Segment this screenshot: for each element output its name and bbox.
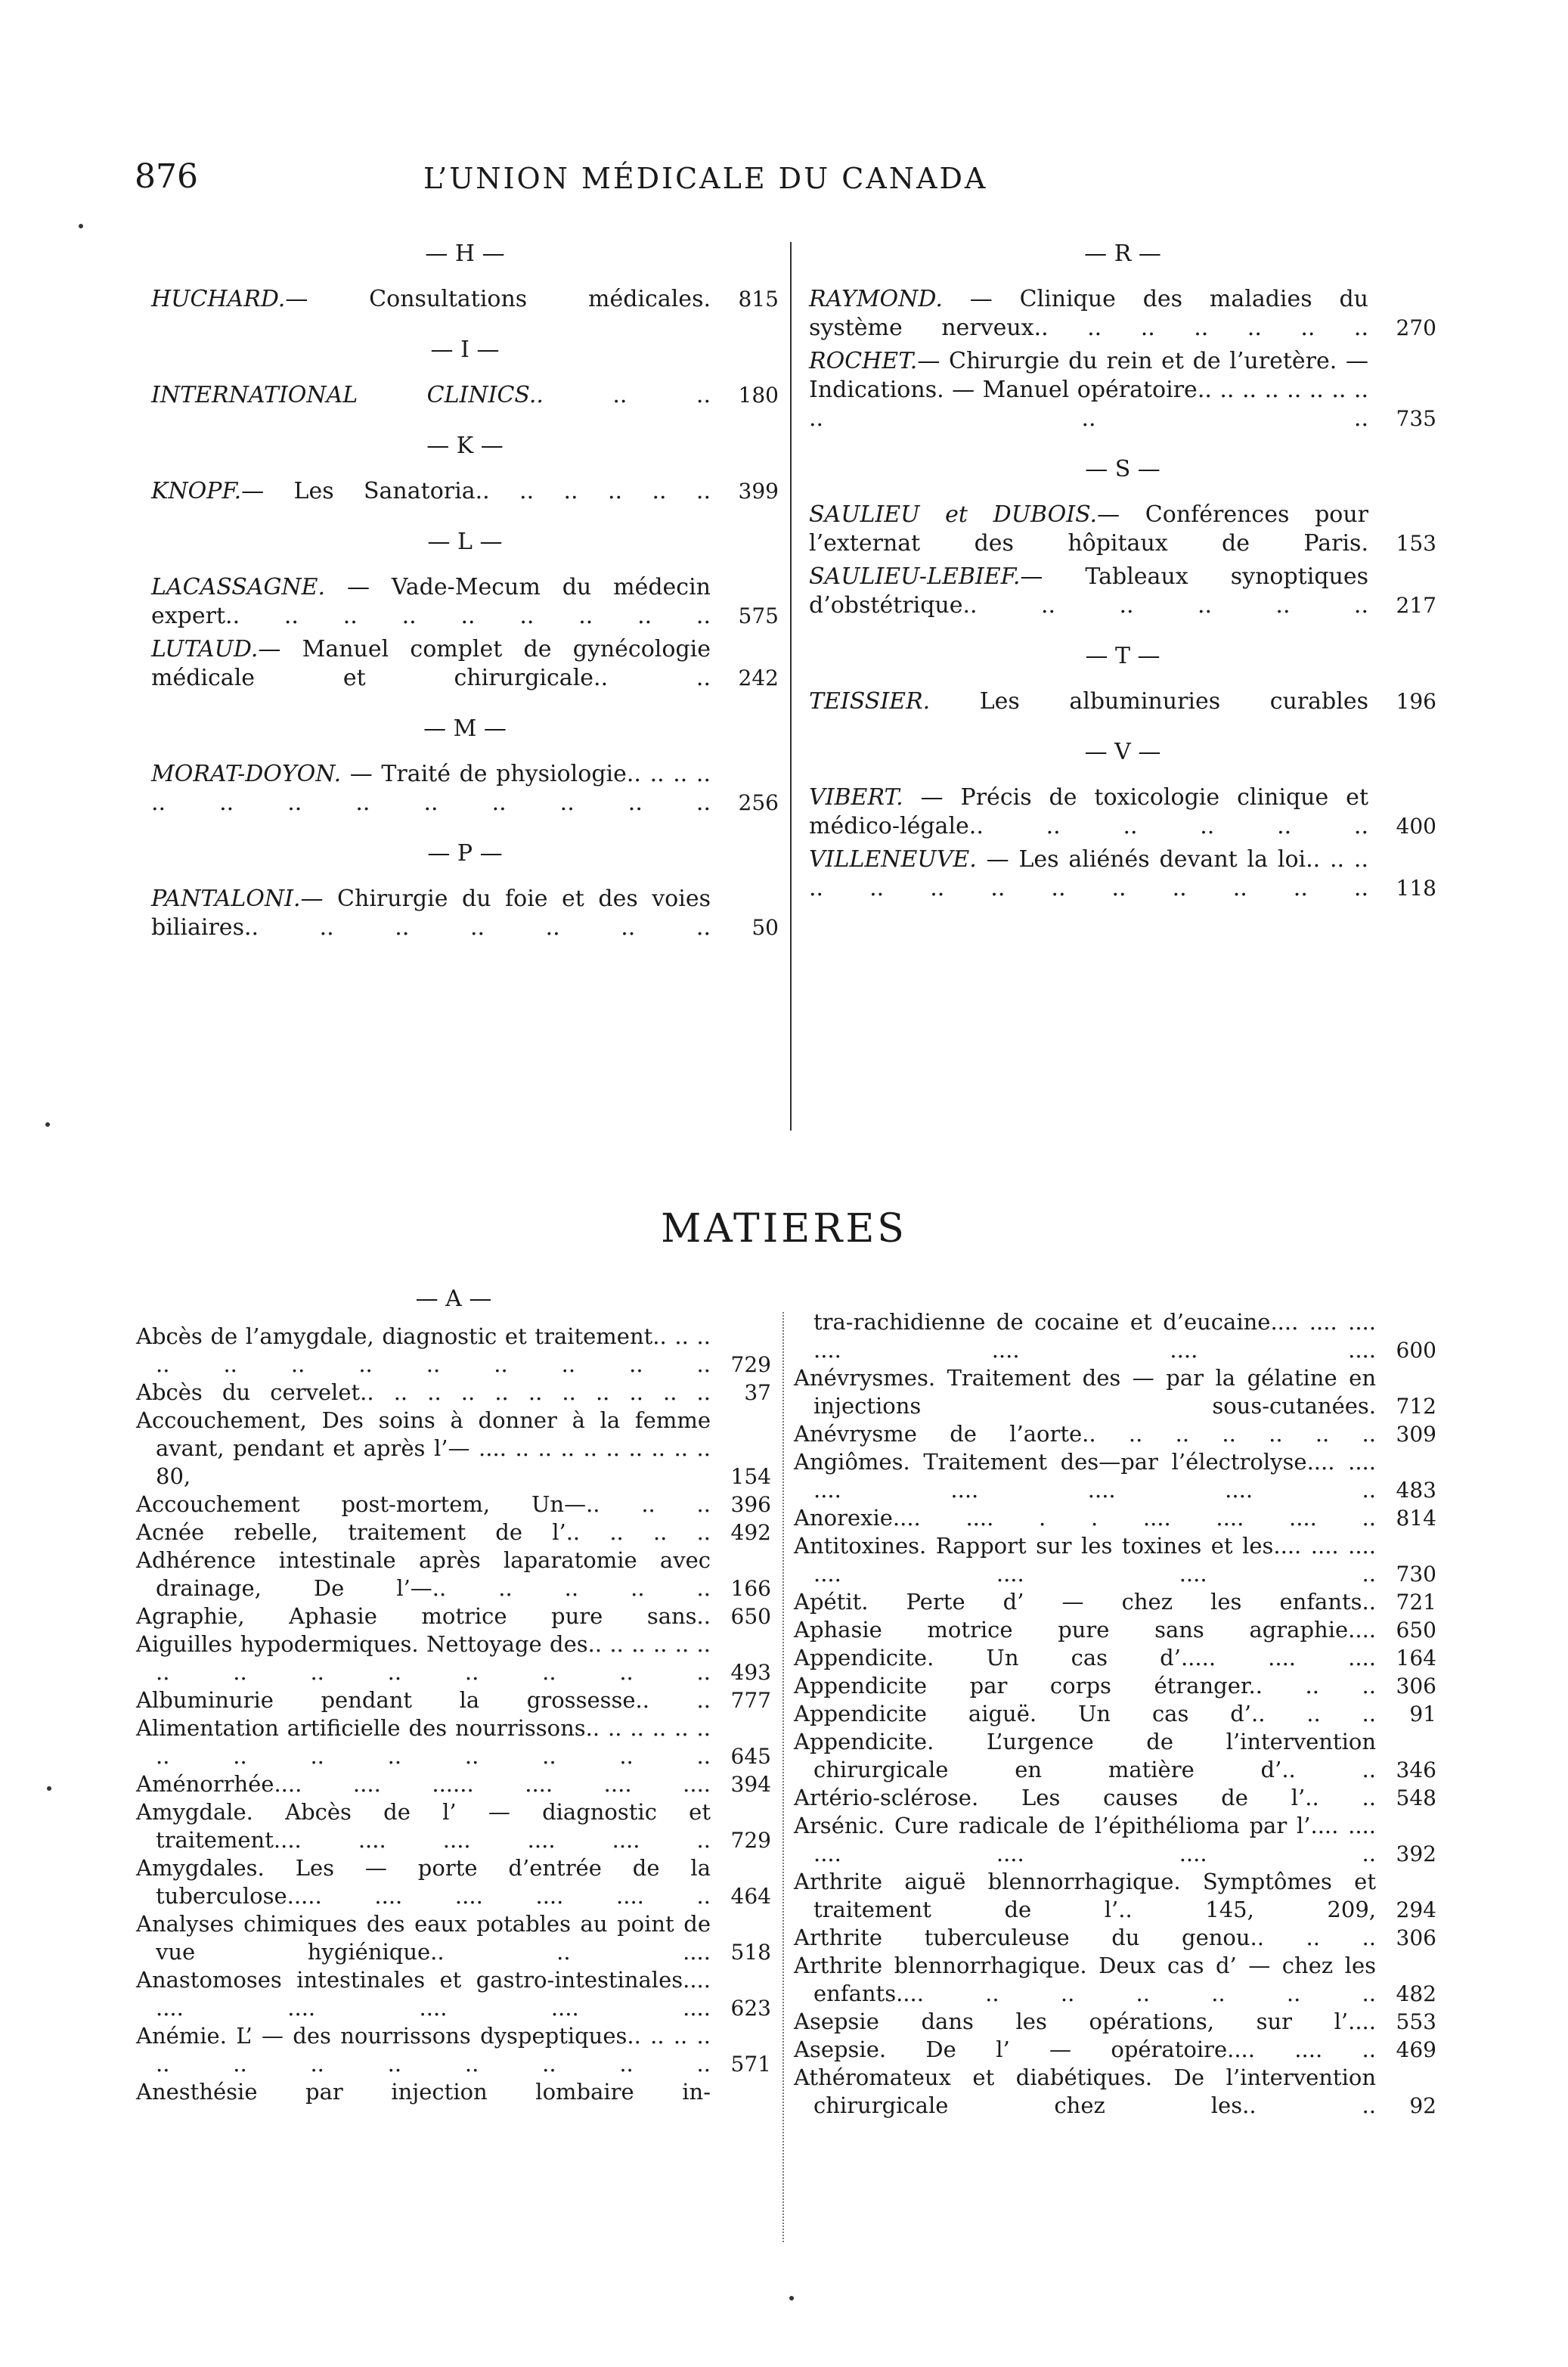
subject-entry: [136, 1379, 771, 1407]
page-ref: 50: [751, 915, 779, 940]
subject-text: Amygdale. Abcès de l’ — diagnostic et traitement.... .... .... .... .... ..: [136, 1799, 711, 1853]
author-entry: [151, 885, 779, 942]
page-ref: 399: [738, 479, 779, 504]
subject-entry: [794, 1644, 1436, 1672]
subject-entry: [794, 1588, 1436, 1616]
subject-text: Acnée rebelle, traitement de l’.. .. .. ..: [136, 1519, 711, 1545]
page-ref: 242: [738, 665, 779, 690]
page-ref: 483: [1396, 1478, 1436, 1503]
letter-heading: — L —: [427, 529, 503, 555]
subject-text: Anévrysme de l’aorte.. .. .. .. .. .. ..: [794, 1421, 1376, 1447]
subject-text: Abcès de l’amygdale, diagnostic et traitement.. .. .. .. .. .. .. .. .. .. .. ..: [136, 1323, 711, 1377]
section-title-matieres: MATIERES: [661, 1206, 907, 1252]
subject-text: Appendicite aiguë. Un cas d’.. .. ..: [794, 1701, 1376, 1726]
subject-text: Asepsie dans les opérations, sur l’....: [794, 2009, 1376, 2034]
authors-right-column: [809, 240, 1436, 907]
subject-entry: [136, 1323, 771, 1379]
subject-entry: [794, 1952, 1436, 2008]
letter-heading: — T —: [1085, 643, 1161, 669]
subject-entry: [136, 1966, 771, 2022]
speck: [789, 2296, 794, 2300]
page-ref: 394: [730, 1772, 771, 1797]
author-entry: [809, 501, 1436, 558]
page-ref: 492: [730, 1520, 771, 1545]
entry-text: [151, 635, 711, 693]
page-ref: 196: [1396, 689, 1436, 714]
subject-text: Adhérence intestinale après laparatomie avec drainage, De l’—.. .. .. .. ..: [136, 1547, 711, 1601]
subject-entry: [794, 1672, 1436, 1700]
subject-text: Aiguilles hypodermiques. Nettoyage des.. .. .. .. .. .. .. .. .. .. .. .. .. ..: [136, 1631, 711, 1685]
author-entry: [151, 285, 779, 314]
page-ref: 91: [1409, 1702, 1436, 1726]
author-entry: [151, 381, 779, 410]
author-name: HUCHARD.: [151, 286, 286, 312]
subject-entry: [136, 1798, 771, 1854]
subject-entry: [136, 1686, 771, 1714]
author-name: TEISSIER.: [809, 688, 931, 715]
page-header: [0, 157, 1568, 203]
page-ref: 553: [1396, 2009, 1436, 2034]
author-name: VIBERT.: [809, 784, 903, 811]
page-ref: 548: [1396, 1785, 1436, 1810]
subject-text: Anesthésie par injection lombaire in-: [136, 2079, 711, 2105]
page-ref: 392: [1396, 1841, 1436, 1866]
speck: [47, 1786, 51, 1791]
subject-entry: [794, 1308, 1436, 1364]
entry-text: [151, 885, 711, 942]
author-entry: [151, 760, 779, 817]
letter-heading: — I —: [430, 337, 500, 363]
work-title: — Conférences pour l’externat des hôpitaux de Paris.: [809, 501, 1368, 557]
author-entry: [809, 845, 1436, 903]
subject-entry: [794, 1700, 1436, 1728]
letter-heading: — K —: [426, 433, 504, 459]
page-ref: 575: [738, 603, 779, 628]
authors-left-column: [151, 240, 779, 947]
work-title: — Manuel complet de gynécologie médicale et chirurgicale.. ..: [151, 636, 711, 691]
speck: [45, 1122, 50, 1127]
page-ref: 777: [730, 1688, 771, 1713]
page-ref: 482: [1396, 1981, 1436, 2006]
subject-entry: [794, 1504, 1436, 1532]
running-head: L’UNION MÉDICALE DU CANADA: [423, 162, 988, 195]
work-title: — Consultations médicales.: [285, 286, 711, 312]
author-entry: [151, 477, 779, 506]
subject-text: Arsénic. Cure radicale de l’épithélioma par l’.... .... .... .... .... ..: [794, 1813, 1376, 1866]
page-ref: 815: [738, 287, 779, 312]
speck: [79, 224, 83, 228]
page-ref: 37: [744, 1380, 771, 1405]
author-name: PANTALONI.: [151, 886, 301, 912]
page-ref: 730: [1396, 1562, 1436, 1587]
work-title: — Clinique des maladies du système nerveux.. .. .. .. .. .. ..: [809, 286, 1368, 341]
entry-text: [809, 501, 1368, 558]
subject-entry: [136, 1546, 771, 1602]
subject-text: Aphasie motrice pure sans agraphie....: [794, 1617, 1376, 1643]
subject-entry: [794, 2008, 1436, 2036]
matieres-right-column: [794, 1308, 1436, 2120]
subject-text: Arthrite blennorrhagique. Deux cas d’ — chez les enfants.... .. .. .. .. .. ..: [794, 1953, 1376, 2006]
subject-text: Asepsie. De l’ — opératoire.... .... ..: [794, 2037, 1376, 2062]
page-ref: 400: [1396, 814, 1436, 839]
subject-text: Arthrite aiguë blennorrhagique. Symptômes et traitement de l’.. 145, 209,: [794, 1869, 1376, 1922]
page-ref: 217: [1396, 593, 1436, 618]
page-ref: 180: [738, 383, 779, 408]
column-divider: [790, 242, 792, 1131]
entry-text: [809, 563, 1368, 620]
entry-text: [809, 347, 1368, 433]
page-ref: 645: [730, 1744, 771, 1769]
subject-entry: [794, 1420, 1436, 1448]
work-title: .. ..: [543, 382, 711, 408]
author-name: SAULIEU-LEBIEF.: [809, 563, 1021, 590]
page-ref: 294: [1396, 1897, 1436, 1922]
entry-text: [809, 285, 1368, 343]
subject-entry: [794, 2064, 1436, 2120]
subject-text: Arthrite tuberculeuse du genou.. .. ..: [794, 1925, 1376, 1950]
entry-text: [151, 760, 711, 817]
author-name: LACASSAGNE.: [151, 574, 326, 600]
subject-entry: [136, 1491, 771, 1519]
subject-text: Appendicite. L’urgence de l’intervention chirurgicale en matière d’.. ..: [794, 1729, 1376, 1782]
author-name: LUTAUD.: [151, 636, 259, 662]
matieres-left-column: [136, 1286, 771, 2106]
work-title: — Tableaux synoptiques d’obstétrique.. .. .. .. .. ..: [809, 563, 1368, 619]
letter-heading: — P —: [427, 840, 503, 867]
entry-text: [809, 845, 1368, 903]
work-title: — Les aliénés devant la loi.. .. .. .. .. .. .. .. .. .. .. .. ..: [809, 846, 1368, 901]
page-ref: 469: [1396, 2037, 1436, 2062]
subject-entry: [794, 1868, 1436, 1924]
page-ref: 154: [730, 1464, 771, 1489]
page-ref: 270: [1396, 315, 1436, 340]
author-name: KNOPF.: [151, 478, 242, 504]
page-ref: 650: [1396, 1618, 1436, 1643]
subject-entry: [794, 1616, 1436, 1644]
subject-text: Angiômes. Traitement des—par l’électrolyse.... .... .... .... .... .... ..: [794, 1449, 1376, 1503]
page-ref: 153: [1396, 531, 1436, 556]
entry-text: [151, 477, 711, 506]
page-ref: 306: [1396, 1925, 1436, 1950]
page-ref: 396: [730, 1492, 771, 1517]
letter-heading: — M —: [423, 715, 507, 742]
page-ref: 571: [730, 2052, 771, 2077]
page-ref: 729: [730, 1352, 771, 1377]
subject-text: Analyses chimiques des eaux potables au point de vue hygiénique.. .. ....: [136, 1911, 711, 1965]
page-ref: 721: [1396, 1590, 1436, 1615]
author-name: RAYMOND.: [809, 286, 943, 312]
subject-text: Athéromateux et diabétiques. De l’intervention chirurgicale chez les.. ..: [794, 2065, 1376, 2118]
work-title: — Chirurgie du foie et des voies biliaires.. .. .. .. .. .. ..: [151, 886, 711, 941]
author-entry: [809, 687, 1436, 716]
letter-heading: — R —: [1084, 240, 1161, 267]
work-title: — Précis de toxicologie clinique et médico-légale.. .. .. .. .. ..: [809, 784, 1368, 839]
page-ref: 712: [1396, 1394, 1436, 1419]
author-name: ROCHET.: [809, 348, 918, 374]
letter-heading: — A —: [415, 1286, 492, 1312]
subject-text: Apétit. Perte d’ — chez les enfants..: [794, 1589, 1376, 1615]
subject-entry: [136, 2078, 771, 2106]
page-ref: 518: [730, 1940, 771, 1965]
subject-text: tra-rachidienne de cocaine et d’eucaine.... .... .... .... .... .... ....: [813, 1309, 1376, 1363]
page-ref: 118: [1396, 876, 1436, 901]
subject-text: Anorexie.... .... . . .... .... .... ..: [794, 1505, 1376, 1531]
page-ref: 166: [730, 1576, 771, 1601]
subject-entry: [136, 1910, 771, 1966]
subject-text: Accouchement post-mortem, Un—.. .. ..: [136, 1491, 711, 1517]
author-entry: [809, 347, 1436, 433]
work-title: Les albuminuries curables: [930, 688, 1368, 715]
subject-text: Amygdales. Les — porte d’entrée de la tuberculose..... .... .... .... .... ..: [136, 1855, 711, 1909]
letter-heading: — V —: [1084, 739, 1161, 765]
subject-text: Appendicite par corps étranger.. .. ..: [794, 1673, 1376, 1698]
subject-text: Appendicite. Un cas d’..... .... ....: [794, 1645, 1376, 1671]
subject-text: Artério-sclérose. Les causes de l’.. ..: [794, 1785, 1376, 1810]
subject-entry: [794, 1448, 1436, 1504]
subject-entry: [136, 1854, 771, 1910]
entry-text: [809, 783, 1368, 841]
page-ref: 650: [730, 1604, 771, 1629]
entry-text: [151, 573, 711, 631]
page-ref: 464: [730, 1884, 771, 1909]
page-ref: 164: [1396, 1646, 1436, 1671]
subject-text: Albuminurie pendant la grossesse.. ..: [136, 1687, 711, 1713]
subject-entry: [136, 1407, 771, 1491]
author-name: INTERNATIONAL CLINICS..: [151, 382, 544, 408]
subject-text: Antitoxines. Rapport sur les toxines et les.... .... .... .... .... .... ..: [794, 1533, 1376, 1587]
page-number: 876: [135, 157, 198, 196]
page-ref: 735: [1396, 406, 1436, 431]
subject-entry: [794, 1924, 1436, 1952]
subject-entry: [136, 1519, 771, 1546]
subject-text: Aménorrhée.... .... ...... .... .... ....: [136, 1771, 711, 1797]
author-name: SAULIEU et DUBOIS.: [809, 501, 1098, 528]
author-entry: [809, 563, 1436, 620]
author-entry: [809, 285, 1436, 343]
subject-text: Alimentation artificielle des nourrissons.. .. .. .. .. .. .. .. .. .. .. .. .. ..: [136, 1715, 711, 1769]
subject-entry: [794, 1364, 1436, 1420]
subject-entry: [136, 1630, 771, 1686]
page-ref: 729: [730, 1828, 771, 1853]
page-ref: 256: [738, 790, 779, 815]
page-ref: 309: [1396, 1422, 1436, 1447]
work-title: — Traité de physiologie.. .. .. .. .. .. .. .. .. .. .. .. ..: [151, 761, 711, 816]
entry-text: [151, 381, 711, 410]
subject-entry: [136, 1602, 771, 1630]
page-ref: 346: [1396, 1757, 1436, 1782]
subject-text: Anévrysmes. Traitement des — par la gélatine en injections sous-cutanées.: [794, 1365, 1376, 1419]
author-entry: [809, 783, 1436, 841]
subject-entry: [136, 2022, 771, 2078]
work-title: — Vade-Mecum du médecin expert.. .. .. .. .. .. .. .. ..: [151, 574, 711, 629]
subject-text: Abcès du cervelet.. .. .. .. .. .. .. .. .. .. ..: [136, 1379, 711, 1405]
page-ref: 493: [730, 1660, 771, 1685]
page-ref: 814: [1396, 1506, 1436, 1531]
entry-text: [151, 285, 711, 314]
subject-entry: [794, 2036, 1436, 2064]
page-ref: 623: [730, 1996, 771, 2021]
subject-text: Agraphie, Aphasie motrice pure sans..: [136, 1603, 711, 1629]
page-ref: 306: [1396, 1674, 1436, 1698]
column-divider-dotted: [782, 1312, 784, 2242]
subject-entry: [136, 1770, 771, 1798]
subject-entry: [794, 1812, 1436, 1868]
subject-text: Accouchement, Des soins à donner à la femme avant, pendant et après l’— .... .. .. .. .. .. .. .. .. .. 80,: [136, 1407, 711, 1489]
page-ref: 600: [1396, 1338, 1436, 1363]
letter-heading: — S —: [1085, 456, 1161, 482]
work-title: — Les Sanatoria.. .. .. .. .. ..: [241, 478, 711, 504]
subject-entry: [794, 1784, 1436, 1812]
entry-text: [809, 687, 1368, 716]
author-entry: [151, 635, 779, 693]
author-name: MORAT-DOYON.: [151, 761, 342, 787]
author-entry: [151, 573, 779, 631]
page-ref: 92: [1409, 2093, 1436, 2118]
subject-entry: [794, 1532, 1436, 1588]
subject-text: Anémie. L’ — des nourrissons dyspeptiques.. .. .. .. .. .. .. .. .. .. .. ..: [136, 2023, 711, 2077]
work-title: — Chirurgie du rein et de l’uretère. — Indications. — Manuel opératoire.. .. .. .. .. .. .. .. .. .. ..: [809, 348, 1368, 432]
subject-entry: [794, 1728, 1436, 1784]
author-name: VILLENEUVE.: [809, 846, 977, 873]
subject-entry: [136, 1714, 771, 1770]
letter-heading: — H —: [425, 240, 505, 267]
subject-text: Anastomoses intestinales et gastro-intestinales.... .... .... .... .... ....: [136, 1967, 711, 2021]
